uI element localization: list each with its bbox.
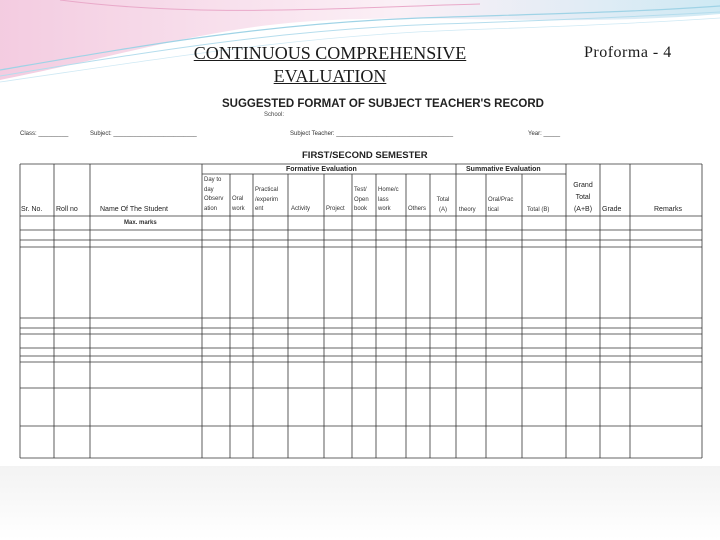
school-label: School: [264, 112, 285, 118]
col-activity: Activity [291, 206, 311, 212]
col-test-l1: Test/ [354, 187, 367, 193]
col-day-to-day-l2: day [204, 186, 214, 193]
col-sr-no: Sr. No. [21, 206, 43, 213]
col-grand-total-l3: (A+B) [573, 206, 593, 213]
col-homework-l1: Home/c [378, 187, 399, 193]
col-project: Project [326, 206, 345, 212]
col-total-a [430, 196, 456, 215]
max-marks-label: Max. marks [124, 220, 157, 226]
col-day-to-day [204, 176, 223, 214]
col-grand-total-l2: Total [575, 194, 591, 201]
col-remarks: Remarks [654, 206, 683, 213]
col-grade: Grade [602, 206, 622, 213]
teacher-label: Subject Teacher: ___________________________________ [290, 131, 454, 137]
col-total-a-l2: (A) [439, 206, 447, 213]
col-oral-prac-l2: tical [488, 206, 499, 213]
semester-label: FIRST/SECOND SEMESTER [302, 150, 428, 161]
form-heading: SUGGESTED FORMAT OF SUBJECT TEACHER'S RECORD [222, 98, 544, 110]
col-practical-l3: ent [255, 206, 264, 212]
subject-label: Subject: _________________________ [90, 131, 197, 137]
col-homework [378, 186, 399, 215]
title-line-1: CONTINUOUS COMPREHENSIVE [193, 43, 467, 63]
col-grand-total [566, 180, 600, 216]
class-label: Class: _________ [20, 131, 69, 137]
col-oral-practical [488, 196, 513, 215]
col-day-to-day-l4: ation [204, 205, 218, 212]
col-test [354, 186, 369, 215]
col-total-a-l1: Total [436, 197, 450, 203]
col-student-name: Name Of The Student [100, 206, 168, 213]
slide-footer-band [0, 466, 720, 540]
formative-evaluation-header: Formative Evaluation [286, 166, 357, 173]
slide-title [150, 42, 510, 88]
col-homework-l3: work [378, 206, 391, 212]
col-grand-total-l1: Grand [573, 182, 593, 189]
proforma-label: Proforma - 4 [584, 44, 672, 61]
col-day-to-day-l1: Day to [204, 177, 222, 183]
col-oral-work [232, 195, 245, 214]
col-homework-l2: lass [378, 196, 389, 203]
col-oral-prac-l1: Oral/Prac [488, 197, 514, 203]
col-oral-l1: Oral [232, 196, 244, 202]
summative-evaluation-header: Summative Evaluation [466, 166, 541, 173]
col-test-l2: Open [354, 196, 369, 203]
col-practical-l2: /experim [255, 196, 279, 203]
col-total-b: Total (B) [527, 207, 550, 213]
record-form-image [10, 92, 712, 464]
col-roll-no: Roll no [56, 206, 78, 213]
col-test-l3: book [354, 206, 368, 212]
col-practical [255, 186, 278, 215]
col-day-to-day-l3: Observ [204, 196, 224, 202]
year-label: Year: _____ [528, 131, 561, 137]
col-theory: theory [459, 207, 476, 213]
record-table-grid [10, 92, 712, 464]
col-practical-l1: Practical [255, 187, 279, 193]
title-line-2: EVALUATION [273, 66, 387, 86]
col-oral-l2: work [232, 205, 245, 212]
col-others: Others [408, 206, 427, 212]
